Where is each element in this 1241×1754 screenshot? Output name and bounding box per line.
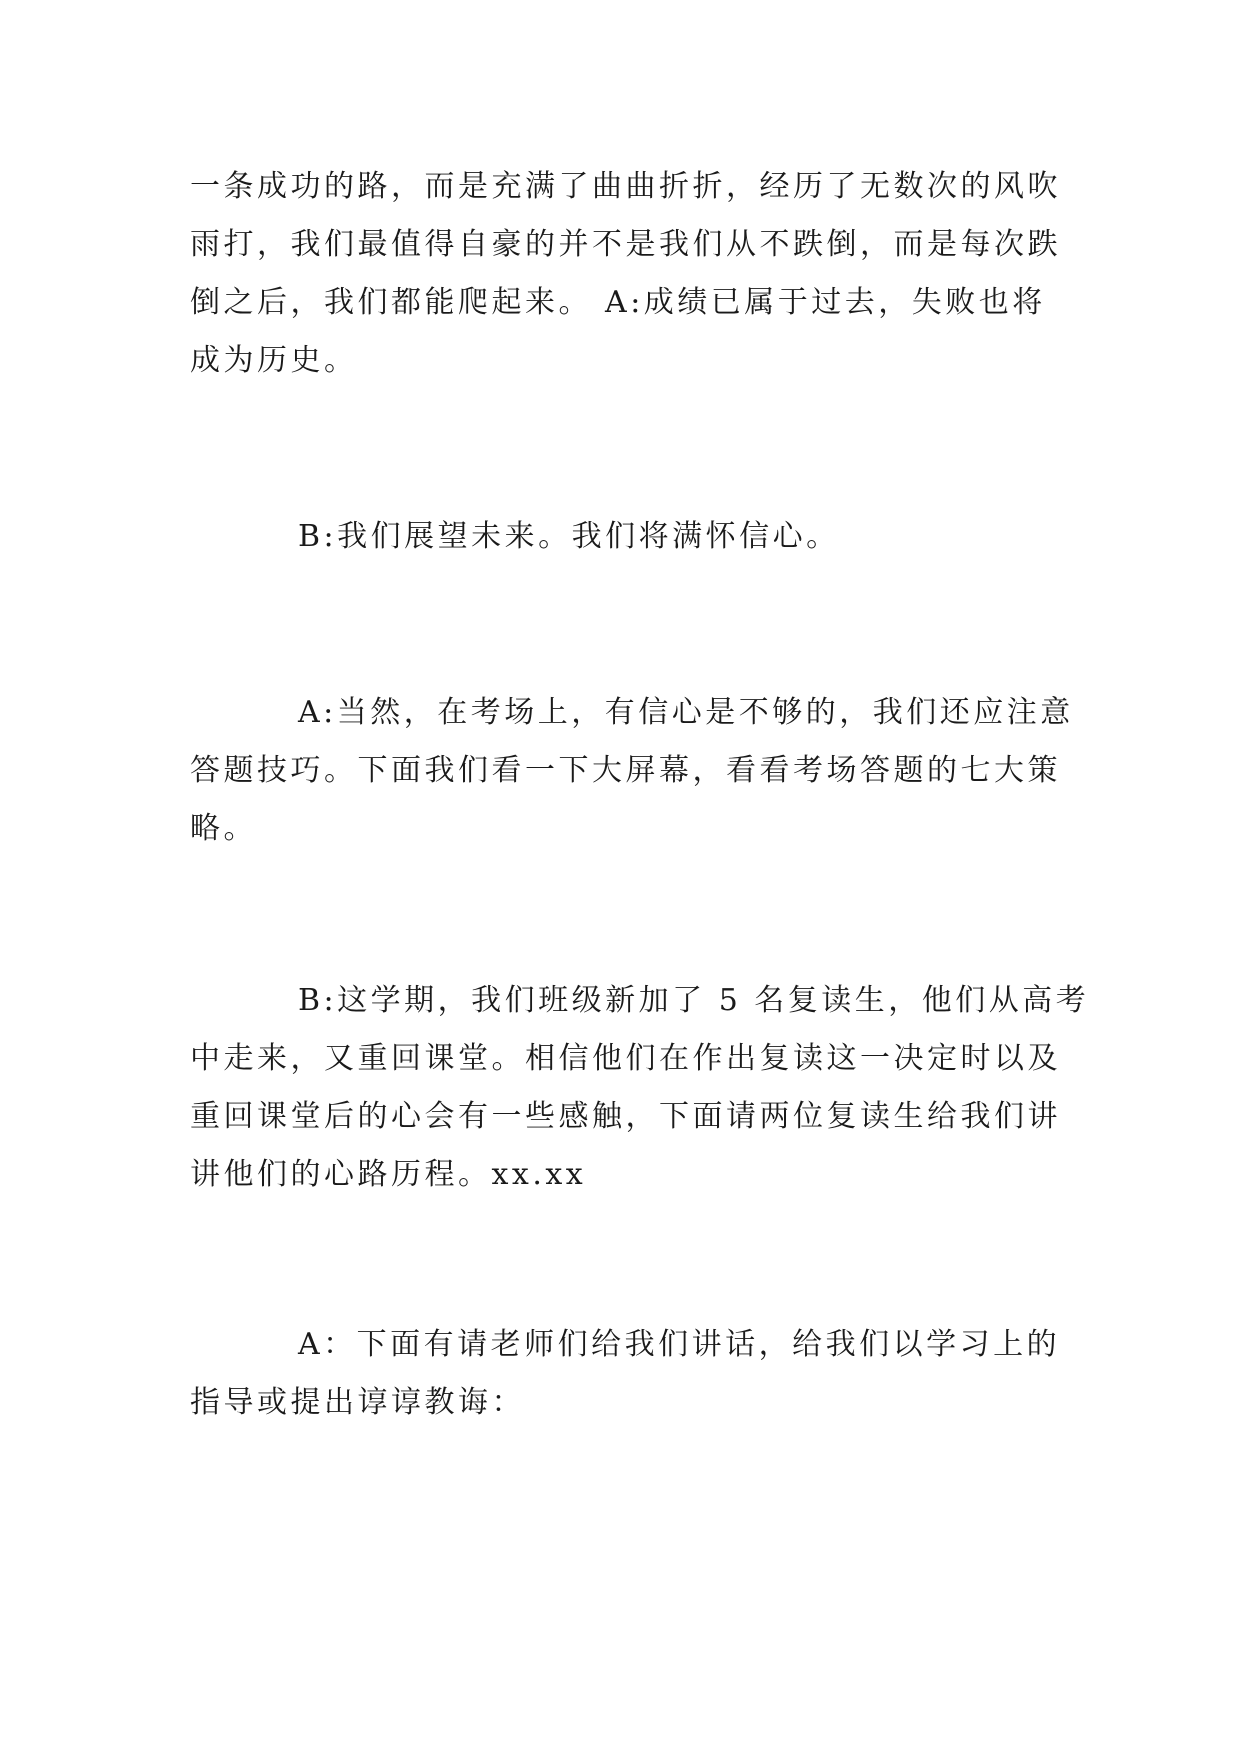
text-line: 一条成功的路，而是充满了曲曲折折，经历了无数次的风吹 — [190, 169, 1061, 204]
paragraph-speaker-b-future — [190, 508, 1050, 566]
text-line: A：下面有请老师们给我们讲话，给我们以学习上的 — [298, 1327, 1061, 1362]
text-line: 成为历史。 — [190, 343, 358, 378]
text-line: 讲他们的心路历程。xx.xx — [190, 1157, 587, 1192]
text-line: 指导或提出谆谆教诲： — [190, 1385, 525, 1420]
text-line: 略。 — [190, 811, 257, 846]
text-line: B:这学期，我们班级新加了 5 名复读生，他们从高考 — [298, 983, 1090, 1018]
text-line: 雨打，我们最值得自豪的并不是我们从不跌倒，而是每次跌 — [190, 227, 1061, 262]
paragraph-closing-remarks — [190, 158, 1061, 390]
text-line: A:当然，在考场上，有信心是不够的，我们还应注意 — [298, 695, 1074, 730]
text-line: 答题技巧。下面我们看一下大屏幕，看看考场答题的七大策 — [190, 753, 1061, 788]
text-line: 重回课堂后的心会有一些感触，下面请两位复读生给我们讲 — [190, 1099, 1061, 1134]
paragraph-speaker-b-repeat-students — [190, 972, 1090, 1204]
text-line: 倒之后，我们都能爬起来。 A:成绩已属于过去，失败也将 — [190, 285, 1046, 320]
text-line: B:我们展望未来。我们将满怀信心。 — [298, 519, 840, 554]
paragraph-speaker-a-strategies — [190, 684, 1074, 858]
text-line: 中走来，又重回课堂。相信他们在作出复读这一决定时以及 — [190, 1041, 1061, 1076]
paragraph-speaker-a-teachers — [190, 1316, 1061, 1432]
